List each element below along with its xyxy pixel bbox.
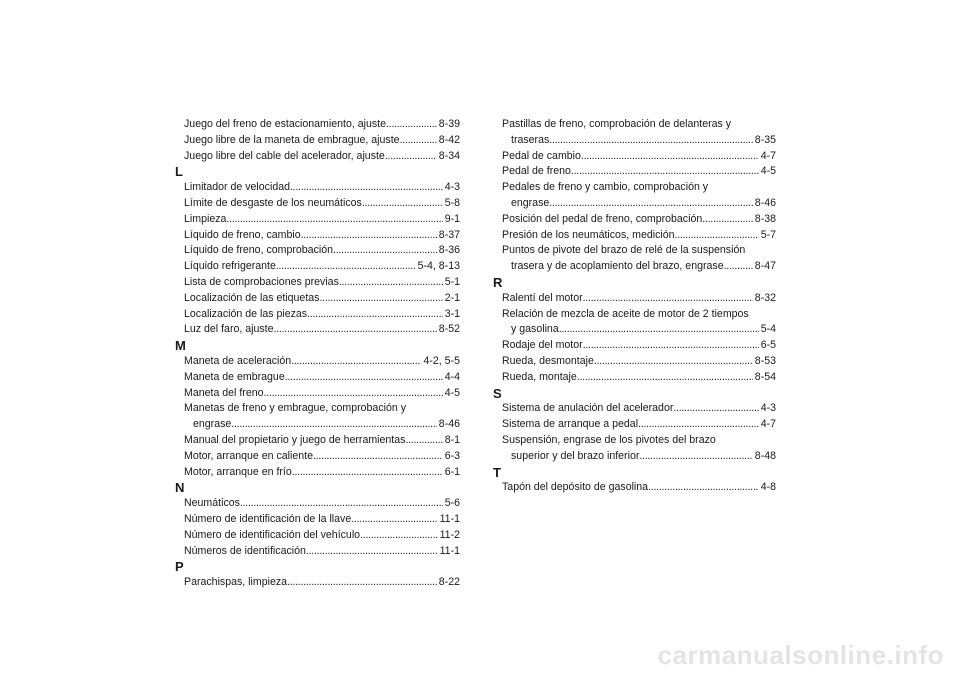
dot-leader: [313, 449, 443, 465]
entry-text-cont: superior y del brazo inferior: [511, 449, 640, 462]
dot-leader: [673, 401, 758, 417]
index-entry: [494, 354, 776, 370]
index-entry: [176, 433, 460, 449]
entry-line: [184, 291, 460, 307]
dot-leader: [571, 164, 759, 180]
entry-line: [184, 544, 460, 560]
entry-text: Números de identificación: [184, 544, 306, 557]
entry-text-cont: engrase: [511, 196, 550, 209]
entry-text-cont: engrase: [193, 418, 232, 431]
page-ref: 6-5: [760, 339, 776, 352]
entry-line: [184, 133, 460, 149]
page-ref: 4-2, 5-5: [423, 354, 460, 367]
index-entry: [494, 370, 776, 386]
entry-line: [502, 212, 776, 228]
page-ref: 9-1: [444, 212, 460, 225]
dot-leader: [386, 117, 437, 133]
entry-text: Sistema de anulación del acelerador: [502, 402, 674, 415]
section-letter: N: [175, 480, 185, 496]
dot-leader: [351, 512, 437, 528]
entry-line: [502, 164, 776, 180]
entry-line: [184, 212, 460, 228]
index-entry: [494, 117, 776, 149]
index-entry: [176, 449, 460, 465]
page-ref: 8-48: [754, 449, 776, 462]
entry-line: [502, 480, 776, 496]
index-entry: [176, 243, 460, 259]
page-ref: 11-2: [439, 528, 460, 541]
entry-text: Pastillas de freno, comprobación de delanteras y: [502, 118, 732, 130]
index-entry: [494, 149, 776, 165]
entry-text: Motor, arranque en caliente: [184, 449, 313, 462]
entry-text: Pedal de freno: [502, 165, 571, 178]
page-ref: 4-4: [444, 370, 460, 383]
dot-leader: [276, 259, 416, 275]
dot-leader: [594, 354, 753, 370]
index-entry: [176, 117, 460, 133]
index-entry: [494, 417, 776, 433]
entry-line: [184, 370, 460, 386]
entry-text: Posición del pedal de freno, comprobación: [502, 212, 703, 225]
page-ref: 8-46: [754, 196, 776, 209]
entry-line: [184, 528, 460, 544]
dot-leader: [307, 307, 443, 323]
page-ref: 8-22: [438, 576, 460, 589]
entry-line: [184, 354, 460, 370]
page-ref: 5-1: [444, 275, 460, 288]
entry-line: [184, 512, 460, 528]
page-ref: 8-37: [438, 228, 460, 241]
index-entry: [176, 544, 460, 560]
page-ref: 4-3: [760, 402, 776, 415]
entry-continuation: [502, 449, 776, 465]
entry-text: Presión de los neumáticos, medición: [502, 228, 675, 241]
section-letter: P: [175, 559, 184, 575]
dot-leader: [385, 149, 437, 165]
entry-line: [502, 417, 776, 433]
page-ref: 4-3: [444, 181, 460, 194]
page-ref: 8-38: [754, 212, 776, 225]
entry-text: Localización de las etiquetas: [184, 291, 320, 304]
entry-text-cont: trasera y de acoplamiento del brazo, engrase: [511, 260, 724, 273]
page-ref: 4-8: [760, 481, 776, 494]
entry-text: Maneta de aceleración: [184, 354, 292, 367]
entry-text: Lista de comprobaciones previas: [184, 275, 339, 288]
index-entry: [176, 149, 460, 165]
index-entry: [176, 196, 460, 212]
index-entry: [494, 480, 776, 496]
dot-leader: [301, 228, 437, 244]
page-ref: 5-4: [760, 323, 776, 336]
index-entry: [176, 212, 460, 228]
dot-leader: [581, 149, 759, 165]
entry-text: Pedal de cambio: [502, 149, 581, 162]
page-ref: 8-54: [754, 370, 776, 383]
entry-text: Líquido refrigerante: [184, 260, 276, 273]
dot-leader: [339, 275, 443, 291]
page-ref: 8-52: [438, 323, 460, 336]
entry-text: Rodaje del motor: [502, 339, 583, 352]
entry-text: Localización de las piezas: [184, 307, 308, 320]
section-letter: T: [493, 464, 501, 480]
section-letter: L: [175, 164, 183, 180]
entry-continuation: [502, 259, 776, 275]
index-entry: [176, 322, 460, 338]
index-entry: [494, 164, 776, 180]
entry-line: [184, 575, 460, 591]
page-ref: 8-34: [438, 149, 460, 162]
entry-text: Juego del freno de estacionamiento, ajuste: [184, 118, 387, 130]
index-entry: [176, 512, 460, 528]
dot-leader: [274, 322, 437, 338]
entry-line: [184, 465, 460, 481]
dot-leader: [360, 528, 438, 544]
entry-line: [184, 496, 460, 512]
index-entry: [494, 307, 776, 339]
entry-text: Manual del propietario y juego de herramientas: [184, 433, 406, 446]
dot-leader: [290, 180, 443, 196]
entry-text: Pedales de freno y cambio, comprobación y: [502, 181, 709, 194]
index-entry: [176, 528, 460, 544]
entry-text: Relación de mezcla de aceite de motor de 2 tiempos: [502, 307, 749, 320]
dot-leader: [583, 291, 753, 307]
entry-text: Puntos de pivote del brazo de relé de la suspensión: [502, 244, 746, 257]
index-entry: [494, 180, 776, 212]
index-entry: [176, 259, 460, 275]
entry-text: Suspensión, engrase de los pivotes del brazo: [502, 433, 716, 446]
index-entry: [176, 228, 460, 244]
entry-text: Rueda, desmontaje: [502, 354, 594, 367]
dot-leader: [559, 322, 759, 338]
entry-line: [502, 228, 776, 244]
page-ref: 5-8: [444, 196, 460, 209]
page-ref: 4-7: [760, 149, 776, 162]
entry-text: Parachispas, limpieza: [184, 576, 288, 589]
entry-text: Sistema de arranque a pedal: [502, 418, 639, 431]
page-ref: 8-53: [754, 354, 776, 367]
entry-text: Número de identificación del vehículo: [184, 528, 361, 541]
page-ref: 6-3: [444, 449, 460, 462]
page-ref: 6-1: [444, 465, 460, 478]
dot-leader: [639, 449, 752, 465]
index-entry: [494, 433, 776, 465]
entry-line: [184, 149, 460, 165]
page-ref: 8-42: [438, 133, 460, 146]
entry-text: Límite de desgaste de los neumáticos: [184, 196, 362, 209]
page-ref: 8-47: [754, 260, 776, 273]
entry-text: Ralentí del motor: [502, 291, 583, 304]
page-ref: 8-36: [438, 244, 460, 257]
entry-text: Luz del faro, ajuste: [184, 323, 274, 336]
page-ref: 8-32: [754, 291, 776, 304]
dot-leader: [240, 496, 443, 512]
index-entry: [494, 243, 776, 275]
page-ref: 4-5: [760, 165, 776, 178]
entry-line: [184, 433, 460, 449]
dot-leader: [675, 228, 759, 244]
dot-leader: [549, 133, 753, 149]
entry-text: Limitador de velocidad: [184, 181, 290, 194]
entry-line: [184, 449, 460, 465]
dot-leader: [319, 291, 442, 307]
entry-text: Limpieza: [184, 212, 227, 225]
entry-text: Manetas de freno y embrague, comprobación y: [184, 402, 407, 415]
section-letter: M: [175, 338, 186, 354]
dot-leader: [583, 338, 759, 354]
entry-line: [184, 275, 460, 291]
page-ref: 2-1: [444, 291, 460, 304]
entry-text: Tapón del depósito de gasolina: [502, 481, 649, 494]
index-entry: [176, 465, 460, 481]
entry-line: [184, 117, 460, 133]
page-ref: 8-1: [444, 433, 460, 446]
dot-leader: [306, 544, 438, 560]
index-entry: [176, 291, 460, 307]
entry-text: Rueda, montaje: [502, 370, 577, 383]
page-ref: 11-1: [439, 544, 460, 557]
entry-text: Juego libre del cable del acelerador, ajuste: [184, 149, 385, 162]
page-ref: 5-7: [760, 228, 776, 241]
entry-line: [184, 196, 460, 212]
entry-line: [184, 180, 460, 196]
dot-leader: [400, 133, 437, 149]
index-entry: [494, 401, 776, 417]
page-ref: 8-46: [438, 418, 460, 431]
entry-text: Juego libre de la maneta de embrague, ajuste: [184, 133, 400, 146]
index-entry: [494, 228, 776, 244]
entry-text-cont: y gasolina: [511, 323, 559, 336]
index-entry: [494, 212, 776, 228]
entry-line: [502, 291, 776, 307]
section-letter: S: [493, 385, 502, 401]
page-ref: 8-39: [438, 118, 460, 130]
entry-text: Motor, arranque en frío: [184, 465, 292, 478]
index-column-right: [494, 117, 776, 496]
index-entry: [176, 496, 460, 512]
entry-text: Líquido de freno, cambio: [184, 228, 301, 241]
dot-leader: [226, 212, 442, 228]
entry-text: Maneta de embrague: [184, 370, 285, 383]
entry-line: [502, 338, 776, 354]
entry-text: Maneta del freno: [184, 386, 264, 399]
entry-line: [184, 228, 460, 244]
index-entry: [176, 354, 460, 370]
entry-text: Neumáticos: [184, 497, 240, 510]
index-entry: [176, 275, 460, 291]
entry-line: [184, 386, 460, 402]
entry-text: Número de identificación de la llave: [184, 512, 352, 525]
dot-leader: [285, 370, 443, 386]
index-entry: [176, 180, 460, 196]
index-entry: [494, 291, 776, 307]
dot-leader: [362, 196, 443, 212]
dot-leader: [648, 480, 759, 496]
index-entry: [176, 307, 460, 323]
entry-line: [184, 259, 460, 275]
entry-continuation: [502, 133, 776, 149]
dot-leader: [333, 243, 437, 259]
dot-leader: [291, 354, 421, 370]
page-ref: 4-7: [760, 418, 776, 431]
index-column-left: [176, 117, 460, 591]
dot-leader: [292, 465, 443, 481]
index-entry: [176, 575, 460, 591]
page-ref: 8-35: [754, 133, 776, 146]
entry-line: [184, 322, 460, 338]
page-ref: 11-1: [439, 512, 460, 525]
entry-line: [502, 149, 776, 165]
dot-leader: [264, 386, 443, 402]
index-entry: [176, 386, 460, 402]
entry-text-cont: traseras: [511, 133, 550, 146]
page-ref: 5-6: [444, 497, 460, 510]
page-ref: 4-5: [444, 386, 460, 399]
entry-text: Líquido de freno, comprobación: [184, 244, 334, 257]
dot-leader: [724, 259, 753, 275]
entry-continuation: [184, 417, 460, 433]
dot-leader: [638, 417, 759, 433]
dot-leader: [231, 417, 437, 433]
watermark-logo: carmanualsonline.info: [657, 640, 944, 670]
page-ref: 5-4, 8-13: [417, 260, 460, 273]
entry-line: [184, 243, 460, 259]
index-entry: [176, 370, 460, 386]
entry-line: [184, 307, 460, 323]
entry-continuation: [502, 322, 776, 338]
section-letter: R: [493, 274, 503, 290]
entry-line: [502, 370, 776, 386]
dot-leader: [549, 196, 753, 212]
dot-leader: [405, 433, 442, 449]
index-entry: [494, 338, 776, 354]
entry-line: [502, 401, 776, 417]
dot-leader: [577, 370, 753, 386]
index-entry: [176, 401, 460, 433]
dot-leader: [287, 575, 437, 591]
page-ref: 3-1: [444, 307, 460, 320]
entry-continuation: [502, 196, 776, 212]
index-entry: [176, 133, 460, 149]
dot-leader: [702, 212, 753, 228]
entry-line: [502, 354, 776, 370]
